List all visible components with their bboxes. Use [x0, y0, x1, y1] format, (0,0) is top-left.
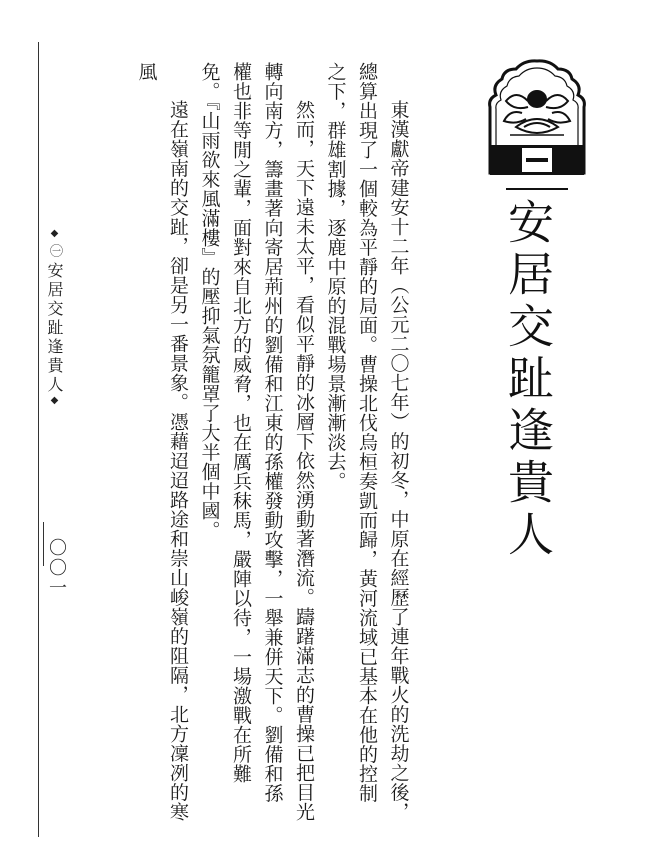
paragraph: 遠在嶺南的交趾，卻是另一番景象。憑藉迢迢路途和崇山峻嶺的阻隔，北方凜冽的寒風	[135, 62, 189, 822]
diamond-icon: ◆	[49, 228, 60, 242]
diamond-icon: ◆	[49, 395, 60, 409]
running-header	[43, 228, 66, 409]
running-header-title: 安居交趾逢貴人	[45, 262, 64, 395]
paragraph: 然而，天下遠未太平，看似平靜的冰層下依然湧動著潛流。躊躇滿志的曹操已把目光轉向南方，籌畫著向寄居荊州的劉備和江東的孫權發動攻擊，一舉兼併天下。劉備和孫權也非等閒之輩，面對來自北方的威脅，也在厲兵秣馬，嚴陣以待，一場激戰在所難免。『山雨欲來風滿樓』的壓抑氣氛籠罩了大半個中國。	[198, 62, 315, 822]
body-text	[130, 62, 414, 822]
paragraph: 東漢獻帝建安十二年（公元二〇七年）的初冬，中原在經歷了連年戰火的洗劫之後，總算出現了一個較為平靜的局面。曹操北伐烏桓奏凱而歸，黃河流域已基本在他的控制之下，群雄割據，逐鹿中原的混戰場景漸漸淡去。	[324, 62, 410, 822]
margin-rule	[38, 42, 39, 837]
chapter-title: 安居交趾逢貴人	[501, 198, 555, 562]
chapter-ornament	[470, 55, 604, 190]
running-header-chapter-mark: ㊀	[47, 244, 62, 260]
page-number: 〇〇一	[46, 538, 67, 598]
